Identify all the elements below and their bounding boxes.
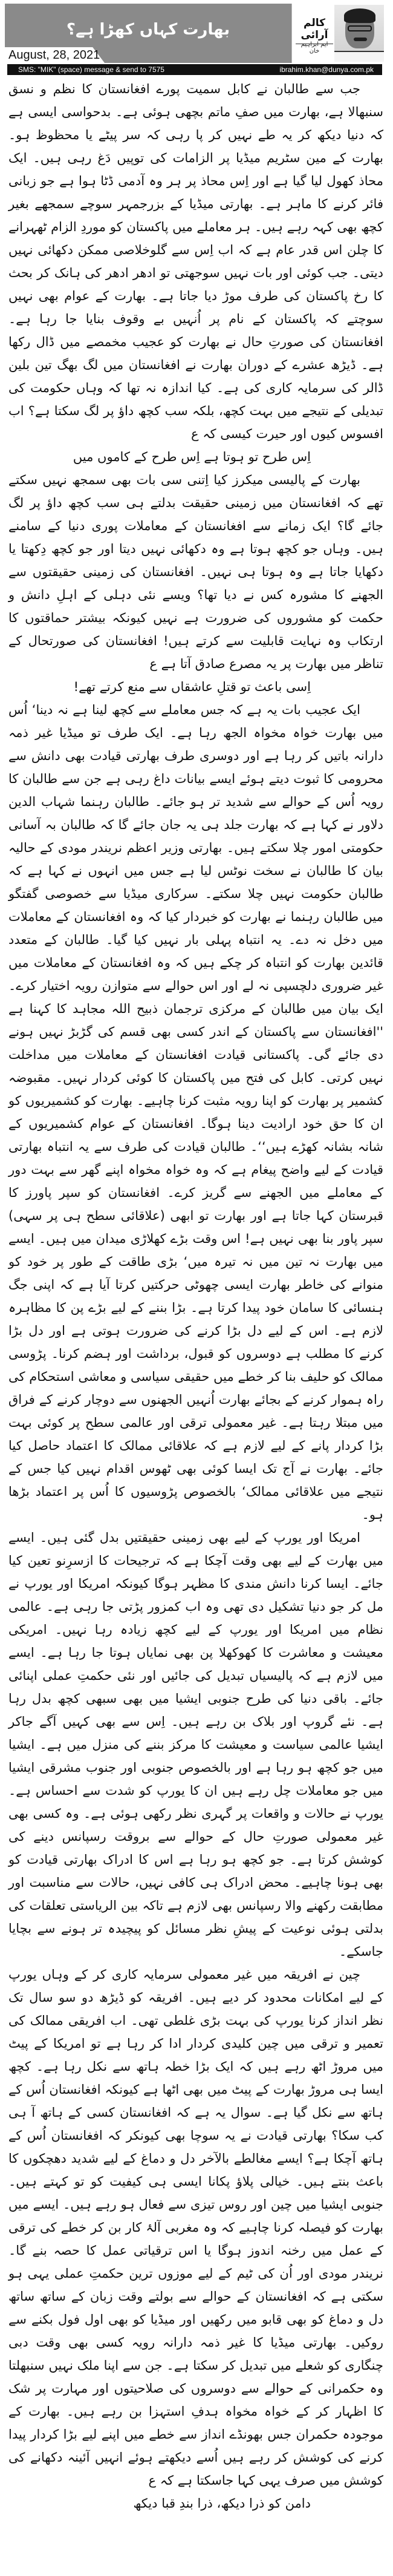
paragraph: ایک عجیب بات یہ ہے کہ جس معاملے سے کچھ لینا ہے نہ دینا‘ اُس میں بھارت خواہ مخواہ الجھ رہا ہے۔ ایک طرف تو میڈیا غیر ذمہ دارانہ باتیں کر رہا ہے اور دوسری طرف بھارتی قیادت بھی دانش سے محرومی کا ثبوت دیتے ہوئے ایسے بیانات داغ رہی ہے جن سے طالبان کا رویہ اُس کے حوالے سے شدید تر ہو جائے۔ طالبان رہنما شہاب الدین دلاور نے کہا ہے کہ بھارت جلد ہی یہ جان جائے گا کہ طالبان بہ آسانی حکومتی امور چلا سکتے ہیں۔ بھارتی وزیر اعظم نریندر مودی کے حالیہ بیان کا طالبان نے سخت نوٹس لیا ہے جس میں انہوں نے کہا ہے کہ طالبان حکومت نہیں چلا سکتے۔ سرکاری میڈیا سے خصوصی گفتگو میں طالبان رہنما نے بھارت کو خبردار کیا کہ وہ افغانستان کے معاملات میں دخل نہ دے۔ یہ انتباہ پہلی بار نہیں کیا گیا۔ طالبان کے متعدد قائدین بھارت کو انتباہ کر چکے ہیں کہ وہ افغانستان کے معاملات میں غیر ضروری دلچسپی نہ لے اور اس حوالے سے متوازن رویہ اختیار کرے۔ ایک بیان میں طالبان کے مرکزی ترجمان ذبیح اللہ مجاہد کا کہنا ہے ''افغانستان سے پاکستان کے اندر کسی بھی قسم کی گڑبڑ نہیں ہونے دی جائے گی۔ پاکستانی قیادت افغانستان کے معاملات میں مداخلت نہیں کرتی۔ کابل کی فتح میں پاکستان کا کوئی کردار نہیں۔ مقبوضہ کشمیر پر بھارت کو اپنا رویہ مثبت کرنا چاہیے۔ بھارت کو کشمیریوں کو ان کا حق خود ارادیت دینا ہوگا۔ افغانستان کے عوام کشمیریوں کے شانہ بشانہ کھڑے ہیں‘‘۔ طالبان قیادت کی طرف سے یہ انتباہ بھارتی قیادت کے لیے واضح پیغام ہے کہ وہ خواہ مخواہ اپنے گھر سے بہت دور کے معاملے میں الجھنے سے گریز کرے۔ افغانستان کو سپر پاورز کا قبرستان کہا جاتا ہے اور بھارت تو ابھی (علاقائی سطح ہی پر سہی) سپر پاور بنا بھی نہیں ہے! اس وقت بڑے کھلاڑی میدان میں ہیں۔ ایسے میں بھارت نہ تین میں نہ تیرہ میں‘ بڑی طاقت کے طور پر خود کو منوانے کی خاطر بھارت ایسی چھوٹی حرکتیں کرتا آیا ہے کہ اپنی جگ ہنسائی کا سامان خود پیدا کرتا ہے۔ بڑا بننے کے لیے بڑے پن کا مظاہرہ لازم ہے۔ اس کے لیے دل بڑا کرنے کی ضرورت ہوتی ہے اور دل بڑا کرنے کا مطلب ہے دوسروں کو قبول، برداشت اور ہضم کرنا۔ پڑوسی ممالک کو حلیف بنا کر خطے میں حقیقی سیاسی و معاشی استحکام کی راہ ہموار کرنے کے بجائے بھارت اُنہیں الجھنوں سے دوچار کرنے کے فراق میں مبتلا رہتا ہے۔ غیر معمولی ترقی اور عالمی سطح پر کوئی بہت بڑا کردار پانے کے لیے لازم ہے کہ علاقائی ممالک کا اعتماد حاصل کیا جائے۔ بھارت نے آج تک ایسا کوئی بھی ٹھوس اقدام نہیں کیا جس کے نتیجے میں علاقائی ممالک‘ بالخصوص پڑوسیوں کا اُس پر اعتماد بڑھا ہو۔ bbox=[8, 703, 383, 1522]
paragraph: بھارت کے پالیسی میکرز کیا اِتنی سی بات بھی سمجھ نہیں سکتے تھے کہ افغانستان میں زمینی حقیقت بدلتے ہی سب کچھ داؤ پر لگ جائے گا؟ ایک زمانے سے افغانستان کے معاملات پوری دنیا کے سامنے ہیں۔ وہاں جو کچھ ہوتا ہے وہ دکھائی نہیں دیتا اور جو کچھ دِکھتا یا دکھایا جاتا ہے وہ ہوتا ہی نہیں۔ افغانستان کی زمینی حقیقتوں سے الجھنے کا مشورہ کس نے دیا تھا؟ ویسے نئی دہلی کے اہلِ دانش و حکمت کو مشوروں کی ضرورت ہے نہیں کیونکہ بیشتر حماقتوں کا ارتکاب وہ نہایت قابلیت سے کرتے ہیں! افغانستان کی صورتحال کے تناظر میں بھارت پر یہ مصرع صادق آتا ہے ع bbox=[8, 473, 383, 671]
author-email-link[interactable]: ibrahim.khan@dunya.com.pk bbox=[279, 65, 374, 74]
article-title: بھارت کہاں کھڑا ہے؟ bbox=[66, 21, 230, 39]
column-header bbox=[5, 4, 385, 63]
article-body bbox=[8, 77, 383, 2515]
author-name: ایم ابراہیم خان bbox=[300, 41, 328, 54]
contact-bar bbox=[7, 64, 382, 75]
title-band bbox=[5, 4, 291, 63]
column-branding bbox=[291, 4, 385, 63]
author-photo-icon bbox=[334, 5, 384, 62]
column-brand: کالم آرائی bbox=[296, 17, 333, 44]
verse: اِس طرح تو ہوتا ہے اِس طرح کے کاموں میں bbox=[73, 450, 311, 464]
verse: اِسی باعث تو قتلِ عاشقاں سے منع کرتے تھے! bbox=[73, 680, 311, 694]
paragraph: جب سے طالبان نے کابل سمیت پورے افغانستان کا نظم و نسق سنبھالا ہے، بھارت میں صفِ ماتم بچھی ہوئی ہے۔ بدحواسی ایسی ہے کہ دنیا دیکھ کر یہ طے نہیں کر پا رہی کہ سر پیٹے یا محظوظ ہو۔ بھارت کے مین سٹریم میڈیا پر الزامات کی توپیں دَغ رہی ہیں۔ ایک محاذ کھول لیا گیا ہے اور اِس محاذ پر ہر وہ آدمی ڈٹا ہوا ہے جو زبانی فائر کرنے کا ماہر ہے۔ بھارتی میڈیا کے بزرجمہر سوچے سمجھے بغیر کچھ بھی کہہ رہے ہیں۔ ہر معاملے میں پاکستان کو موردِ الزام ٹھہرانے کا چلن اس قدر عام ہے کہ اب اِس سے گلوخلاصی ممکن دکھائی نہیں دیتی۔ جب کوئی اور بات نہیں سوجھتی تو ادھر ادھر کی ہانک کر بحث کا رخ پاکستان کی طرف موڑ دیا جاتا ہے۔ بھارت کے عوام بھی نہیں سوچتے کہ پاکستان کے نام پر اُنہیں بے وقوف بنایا جا رہا ہے۔ افغانستان کی صورتِ حال نے بھارت کو عجیب مخمصے میں ڈال رکھا ہے۔ ڈیڑھ عشرے کے دوران بھارت نے افغانستان میں لگ بھگ تین بلین ڈالر کی سرمایہ کاری کی ہے۔ کیا اندازہ نہ تھا کہ وہاں حکومت کی تبدیلی کے نتیجے میں بہت کچھ، بلکہ سب کچھ داؤ پر لگ سکتا ہے؟ اب افسوس کیوں اور حیرت کیسی کہ ع bbox=[8, 82, 383, 441]
publish-date: August, 28, 2021 bbox=[8, 48, 100, 62]
paragraph: امریکا اور یورپ کے لیے بھی زمینی حقیقتیں بدل گئی ہیں۔ ایسے میں بھارت کے لیے بھی وقت آچکا ہے کہ ترجیحات کا ازسرِنو تعین کیا جائے۔ ایسا کرنا دانش مندی کا مظہر ہوگا کیونکہ امریکا اور یورپ نے مل کر جو دنیا تشکیل دی تھی وہ اب کمزور پڑتی جا رہی ہے۔ عالمی نظام میں امریکا اور یورپ کے لیے کچھ زیادہ رہا نہیں۔ امریکی معیشت و معاشرت کا کھوکھلا پن بھی نمایاں ہوتا جا رہا ہے۔ ایسے میں لازم ہے کہ پالیسیاں تبدیل کی جائیں اور نئی حکمتِ عملی اپنائی جائے۔ باقی دنیا کی طرح جنوبی ایشیا میں بھی سبھی کچھ بدل رہا ہے۔ نئے گروپ اور بلاک بن رہے ہیں۔ اِس سے بھی کہیں آگے جاکر ایشیا عالمی سیاست و معیشت کا مرکز بننے کی منزل میں ہے۔ ایشیا میں جو کچھ ہو رہا ہے اور بالخصوص جنوبی اور جنوب مشرقی ایشیا میں جو معاملات چل رہے ہیں ان کا یورپ کو شدت سے احساس ہے۔ یورپ نے حالات و واقعات پر گہری نظر رکھی ہوئی ہے۔ وہ کسی بھی غیر معمولی صورتِ حال کے حوالے سے بروقت رسپانس دینے کی کوشش کرتا ہے۔ جو کچھ ہو رہا ہے اس کا ادراک بھارتی قیادت کو بھی ہونا چاہیے۔ محض ادراک ہی کافی نہیں، حالات سے مناسبت اور مطابقت رکھنے والا رسپانس بھی لازم ہے تاکہ بین الریاستی تعلقات کی بدلتی ہوئی نوعیت کے پیشِ نظر مسائل کو پیچیدہ تر ہونے سے بچایا جاسکے۔ bbox=[8, 1530, 383, 1959]
closing-verse: دامن کو ذرا دیکھ، ذرا بندِ قبا دیکھ bbox=[133, 2496, 311, 2511]
sms-instructions: SMS: "MIK" (space) message & send to 7575 bbox=[18, 65, 164, 74]
paragraph: چین نے افریقہ میں غیر معمولی سرمایہ کاری کر کے وہاں یورپ کے لیے امکانات محدود کر دیے ہیں۔ افریقہ کو ڈیڑھ دو سو سال تک نظر انداز کرنا یورپ کی بہت بڑی غلطی تھی۔ اب افریقی ممالک کی تعمیر و ترقی میں چین کلیدی کردار ادا کر رہا ہے تو امریکا کے پیٹ میں مروڑ اٹھ رہے ہیں کہ ایک بڑا خطہ ہاتھ سے نکل رہا ہے۔ کچھ ایسا ہی مروڑ بھارت کے پیٹ میں بھی اٹھا ہے کیونکہ افغانستان اُس کے ہاتھ سے نکل گیا ہے۔ سوال یہ ہے کہ افغانستان کسی کے ہاتھ آ ہی کب سکا؟ بھارتی قیادت نے یہ سوچا بھی کیونکر کہ افغانستان اُس کے ہاتھ آچکا ہے؟ ایسے مغالطے بالآخر دل و دماغ کے لیے شدید دھچکوں کا باعث بنتے ہیں۔ خیالی پلاؤ پکانا ایسی ہی کیفیت کو تو کہتے ہیں۔ جنوبی ایشیا میں چین اور روس تیزی سے فعال ہو رہے ہیں۔ ایسے میں بھارت کو فیصلہ کرنا چاہیے کہ وہ مغربی آلۂ کار بن کر خطے کی ترقی کے عمل میں رخنہ اندوز ہوگا یا اس ترقیاتی عمل کا حصہ بنے گا۔ نریندر مودی اور اُن کی ٹیم کے لیے موزوں ترین حکمتِ عملی یہی ہو سکتی ہے کہ افغانستان کے حوالے سے بولتے وقت زبان کے ساتھ ساتھ دل و دماغ کو بھی قابو میں رکھیں اور میڈیا کو بھی اول فول بکنے سے روکیں۔ بھارتی میڈیا کا غیر ذمہ دارانہ رویہ کسی بھی وقت دبی چنگاری کو شعلے میں تبدیل کر سکتا ہے۔ جن سے اپنا ملک نہیں سنبھلتا وہ حکمرانی کے حوالے سے دوسروں کی صلاحیتوں اور مہارت پر شک کا اظہار کر کے خواہ مخواہ ہدفِ استہزا بن رہے ہیں۔ بھارت کے موجودہ حکمران جس بھونڈے انداز سے خطے میں اپنے لیے بڑا کردار پیدا کرنے کی کوشش کر رہے ہیں اُسے دیکھتے ہوئے انہیں آئینہ دکھانے کی کوشش میں صرف یہی کہا جاسکتا ہے کہ ع bbox=[8, 1967, 383, 2488]
